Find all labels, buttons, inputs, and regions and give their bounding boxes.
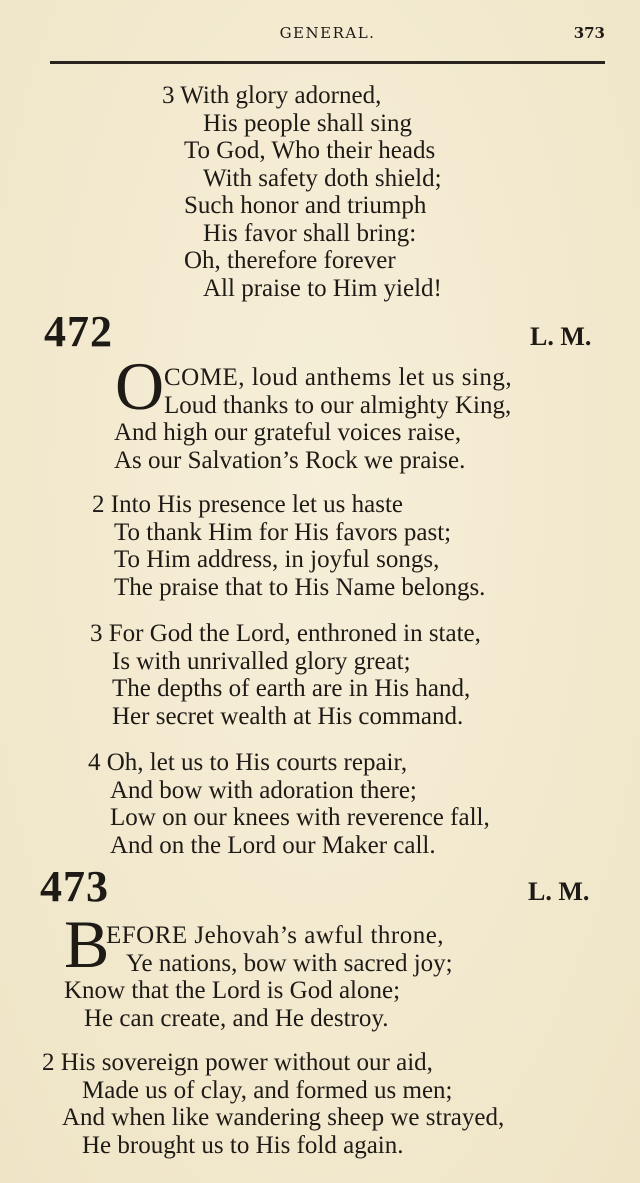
verse-line: All praise to Him yield!: [203, 274, 442, 302]
drop-cap-472: O: [115, 348, 165, 424]
continued-stanza: [0, 82, 442, 302]
page-number: 373: [573, 24, 605, 42]
verse-line: As our Salvation’s Rock we praise.: [114, 446, 466, 474]
hymn-473-stanza-2: [0, 1049, 505, 1159]
hymn-472-stanza-2: [0, 491, 486, 601]
verse-line: Low on our knees with reverence fall,: [110, 804, 490, 831]
verse-line: Loud thanks to our almighty King,: [164, 391, 512, 419]
hymn-472-stanza-4: [0, 749, 490, 859]
verse-line: Such honor and triumph: [184, 192, 427, 219]
hymn-number-473: 473: [40, 862, 109, 911]
verse-line: The depths of earth are in His hand,: [112, 675, 471, 702]
verse-line: To thank Him for His favors past;: [114, 518, 452, 546]
verse-line: His people shall sing: [203, 109, 413, 137]
verse-line: 3 With glory adorned,: [162, 82, 382, 109]
verse-line: 2 His sovereign power without our aid,: [42, 1049, 433, 1076]
verse-line: Made us of clay, and formed us men;: [82, 1076, 453, 1104]
verse-line: Is with unrivalled glory great;: [112, 647, 411, 675]
verse-line: 3 For God the Lord, enthroned in state,: [90, 620, 481, 647]
verse-line: 2 Into His presence let us haste: [92, 491, 404, 518]
hymn-number-472: 472: [44, 307, 113, 356]
verse-line: With safety doth shield;: [203, 164, 442, 192]
verse-line: COME, loud anthems let us sing,: [164, 364, 513, 391]
verse-line: And on the Lord our Maker call.: [110, 831, 436, 859]
verse-line: To Him address, in joyful songs,: [114, 546, 440, 573]
verse-line: To God, Who their heads: [184, 137, 436, 164]
verse-line: And bow with adoration there;: [110, 776, 417, 804]
verse-line: Oh, therefore forever: [184, 247, 396, 274]
hymn-473-stanza-1: [0, 922, 453, 1032]
header-rule: [50, 61, 605, 64]
running-head: [50, 22, 605, 46]
verse-line: He can create, and He destroy.: [84, 1004, 389, 1032]
verse-line: Her secret wealth at His command.: [112, 702, 464, 730]
verse-line: And when like wandering sheep we strayed,: [62, 1104, 505, 1131]
hymn-472-stanza-1: [0, 364, 513, 474]
verse-line: Know that the Lord is God alone;: [64, 977, 401, 1004]
drop-cap-473: B: [64, 906, 110, 982]
hymn-meter-472: L. M.: [530, 322, 592, 351]
verse-line: He brought us to His fold again.: [82, 1131, 404, 1159]
hymn-472-stanza-3: [0, 620, 481, 730]
verse-line: His favor shall bring:: [203, 219, 417, 247]
hymn-meter-473: L. M.: [528, 877, 590, 906]
verse-line: The praise that to His Name belongs.: [114, 573, 486, 601]
verse-line: 4 Oh, let us to His courts repair,: [88, 749, 408, 776]
verse-line: And high our grateful voices raise,: [114, 419, 462, 446]
verse-line: Ye nations, bow with sacred joy;: [126, 949, 453, 977]
verse-line: EFORE Jehovah’s awful throne,: [106, 922, 445, 949]
section-title: GENERAL.: [279, 24, 376, 42]
